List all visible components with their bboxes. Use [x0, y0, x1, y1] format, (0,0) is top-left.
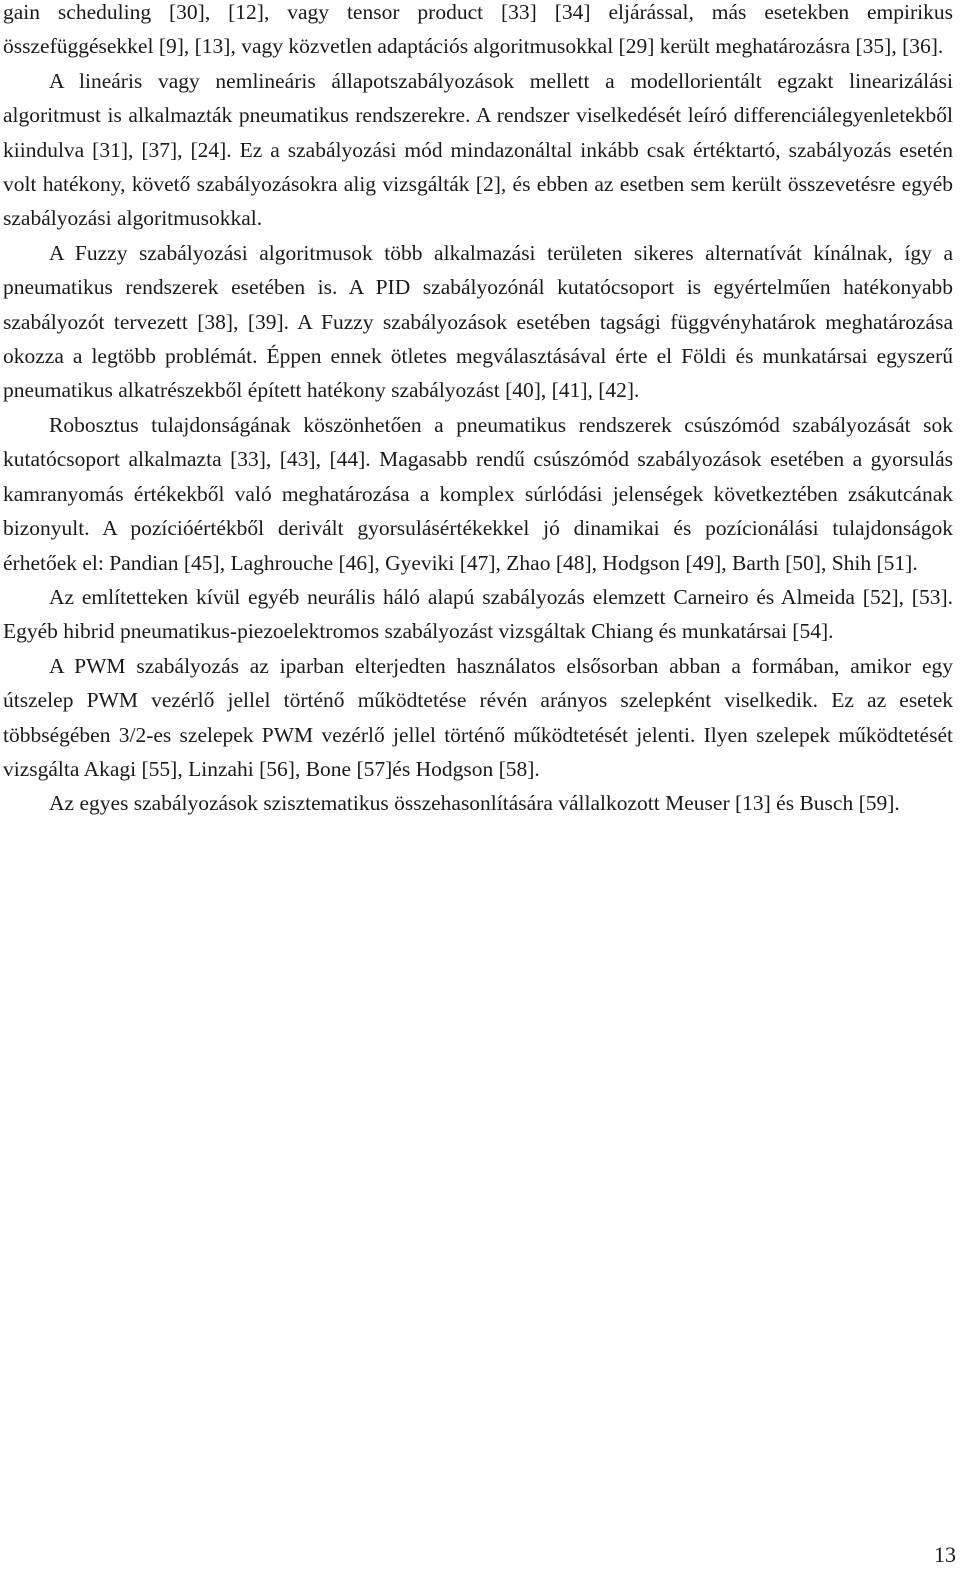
paragraph-5: Az említetteken kívül egyéb neurális háló alapú szabályozás elemzett Carneiro és Almeida [52], [53]. Egyéb hibrid pneumatikus-piezoelektromos szabályozást vizsgáltak Chiang és munkatársai [54]. [3, 584, 953, 644]
paragraph-4: Robosztus tulajdonságának köszönhetően a pneumatikus rendszerek csúszómód szabályozását sok kutatócsoport alkalmazta [33], [43], [44]. Magasabb rendű csúszómód szabályozások esetében a gyorsulás kamranyomás értékekből való meghatározása a komplex súrlódási jelenségek következtében zsákutcának bizonyult. A pozícióértékből derivált gyorsulásértékekkel jó dinamikai és pozícionálási tulajdonságok érhetőek el: Pandian [45], Laghrouche [46], Gyeviki [47], Zhao [48], Hodgson [49], Barth [50], Shih [51]. [3, 412, 953, 575]
paragraph-7: Az egyes szabályozások szisztematikus összehasonlítására vállalkozott Meuser [13] és Busch [59]. [49, 791, 900, 816]
paragraph-2: A lineáris vagy nemlineáris állapotszabályozások mellett a modellorientált egzakt linearizálási algoritmust is alkalmazták pneumatikus rendszerekre. A rendszer viselkedését leíró differenciálegyenletekből kiindulva [31], [37], [24]. Ez a szabályozási mód mindazonáltal inkább csak értéktartó, szabályozás esetén volt hatékony, követő szabályozásokra alig vizsgálták [2], és ebben az esetben sem került összevetésre egyéb szabályozási algoritmusokkal. [3, 68, 953, 231]
body-text [3, 0, 953, 821]
paragraph-1: gain scheduling [30], [12], vagy tensor product [33] [34] eljárással, más esetekben empirikus összefüggésekkel [9], [13], vagy közvetlen adaptációs algoritmusokkal [29] került meghatározásra [35], [36]. [3, 0, 953, 59]
paragraph-3: A Fuzzy szabályozási algoritmusok több alkalmazási területen sikeres alternatívát kínálnak, így a pneumatikus rendszerek esetében is. A PID szabályozónál kutatócsoport is egyértelműen hatékonyabb szabályozót tervezett [38], [39]. A Fuzzy szabályozások esetében tagsági függvényhatárok meghatározása okozza a legtöbb problémát. Éppen ennek ötletes megválasztásával érte el Földi és munkatársai egyszerű pneumatikus alkatrészekből épített hatékony szabályozást [40], [41], [42]. [3, 240, 953, 403]
page-number: 13 [934, 1542, 956, 1567]
paragraph-6: A PWM szabályozás az iparban elterjedten használatos elsősorban abban a formában, amikor egy útszelep PWM vezérlő jellel történő működtetése révén arányos szelepként viselkedik. Ez az esetek többségében 3/2-es szelepek PWM vezérlő jellel történő működtetését jelenti. Ilyen szelepek működtetését vizsgálta Akagi [55], Linzahi [56], Bone [57]és Hodgson [58]. [3, 653, 953, 781]
